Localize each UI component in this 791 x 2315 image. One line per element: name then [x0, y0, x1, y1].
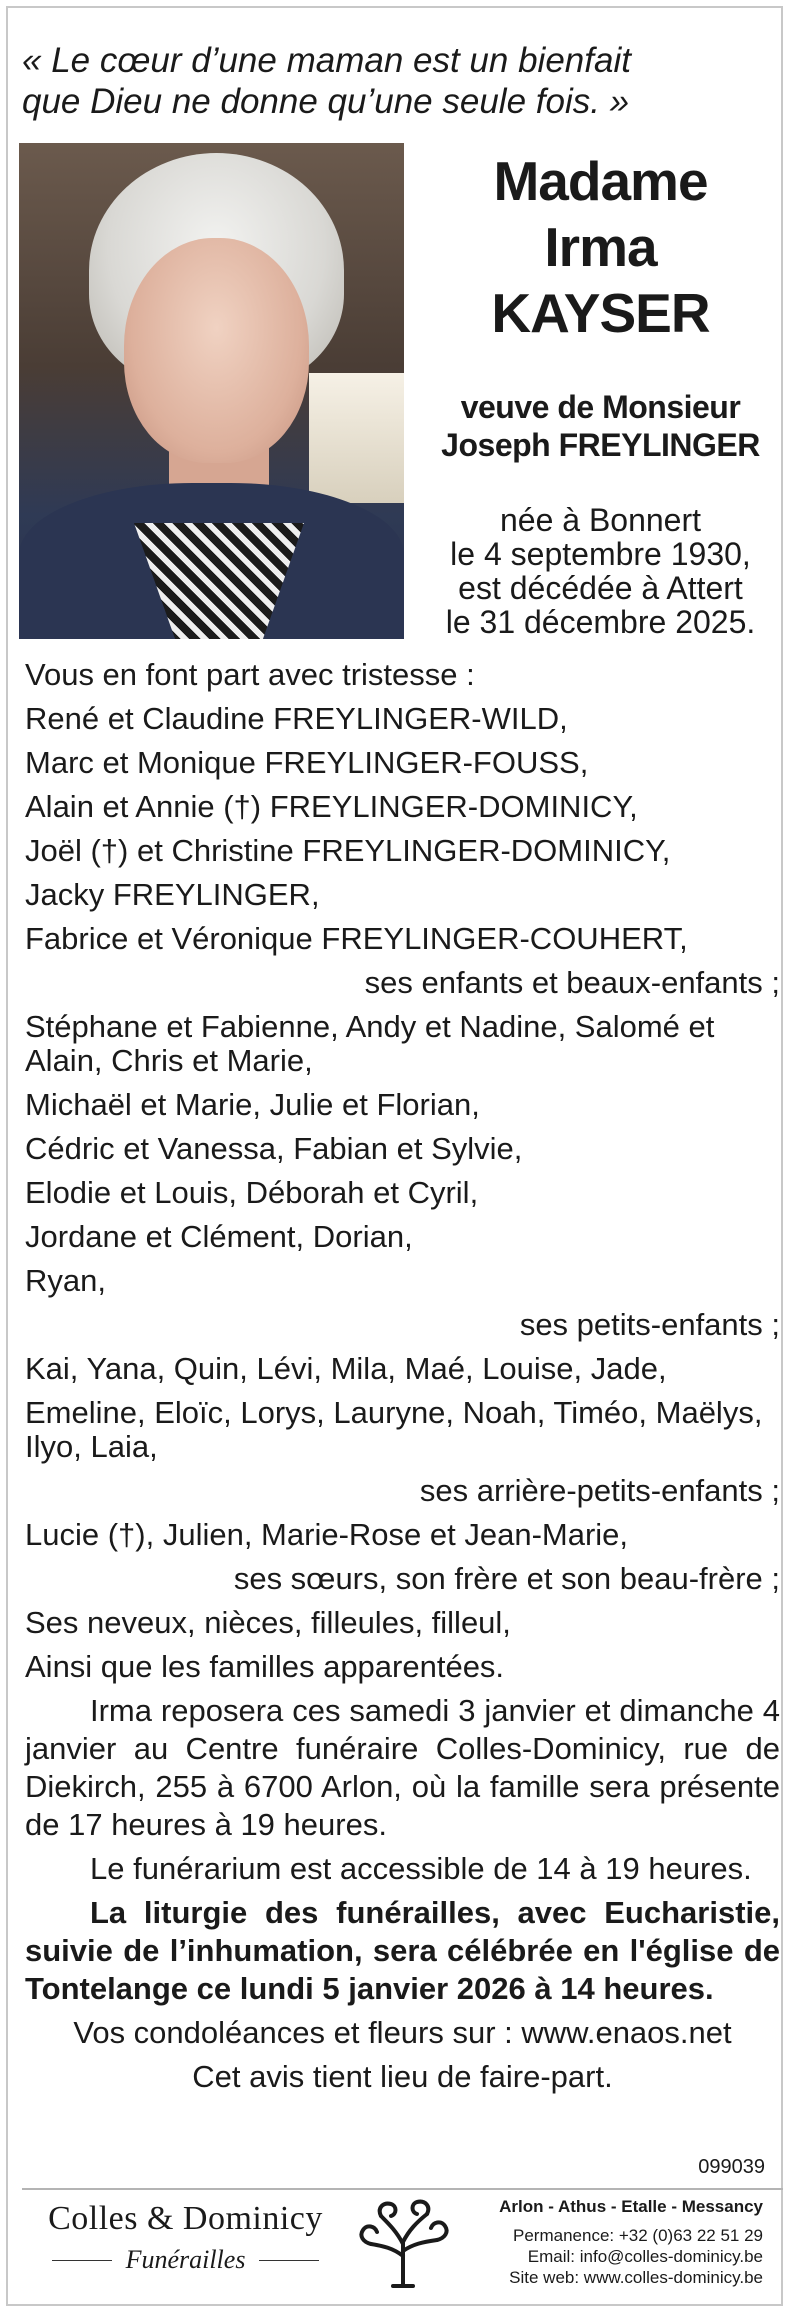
role-line: ses sœurs, son frère et son beau-frère ;	[233, 1561, 780, 1596]
role-line: ses petits-enfants ;	[519, 1307, 780, 1342]
family-line: Jacky FREYLINGER,	[25, 877, 320, 912]
funerarium-hours: Le funérarium est accessible de 14 à 19 heures.	[90, 1851, 752, 1886]
family-line: Stéphane et Fabienne, Andy et Nadine, Salomé et Alain, Chris et Marie,	[25, 1009, 715, 1078]
widow-of	[408, 388, 791, 464]
role-line: ses enfants et beaux-enfants ;	[364, 965, 780, 1000]
brand-name: Colles & Dominicy	[48, 2200, 323, 2237]
family-line: René et Claudine FREYLINGER-WILD,	[25, 701, 568, 736]
deceased-last-name: KAYSER	[491, 282, 710, 344]
family-line: Jordane et Clément, Dorian,	[25, 1219, 413, 1254]
death-date: le 31 décembre 2025.	[445, 604, 756, 640]
reference-number: 099039	[698, 2156, 765, 2178]
family-line: Cédric et Vanessa, Fabian et Sylvie,	[25, 1131, 523, 1166]
quote-line: « Le cœur d’une maman est un bienfait	[22, 41, 631, 80]
birth-place: née à Bonnert	[499, 502, 702, 538]
funeral-home-contact	[443, 2196, 763, 2288]
branch-towns: Arlon - Athus - Etalle - Messancy	[499, 2197, 763, 2216]
family-line: Michaël et Marie, Julie et Florian,	[25, 1087, 480, 1122]
deceased-name	[408, 148, 791, 346]
email-line[interactable]: Email: info@colles-dominicy.be	[527, 2247, 763, 2266]
birth-death-info	[408, 503, 791, 639]
family-line: Ainsi que les familles apparentées.	[25, 1649, 505, 1684]
family-line: Marc et Monique FREYLINGER-FOUSS,	[25, 745, 589, 780]
family-line: Fabrice et Véronique FREYLINGER-COUHERT,	[25, 921, 688, 956]
quote-line: que Dieu ne donne qu’une seule fois. »	[22, 82, 630, 121]
deceased-first-name: Irma	[544, 216, 657, 278]
family-line: Alain et Annie (†) FREYLINGER-DOMINICY,	[25, 789, 638, 824]
epigraph-quote	[22, 40, 662, 122]
death-place: est décédée à Attert	[458, 570, 743, 606]
obituary-notice	[6, 6, 783, 2306]
condolences-line: Vos condoléances et fleurs sur : www.enaos.net	[73, 2015, 732, 2050]
role-line: ses arrière-petits-enfants ;	[419, 1473, 780, 1508]
family-line: Lucie (†), Julien, Marie-Rose et Jean-Marie,	[25, 1517, 629, 1552]
notice-line: Cet avis tient lieu de faire-part.	[192, 2059, 613, 2094]
footer-divider	[22, 2188, 783, 2190]
family-line: Elodie et Louis, Déborah et Cyril,	[25, 1175, 479, 1210]
intro-line: Vous en font part avec tristesse :	[25, 657, 475, 692]
family-line: Joël (†) et Christine FREYLINGER-DOMINICY,	[25, 833, 671, 868]
family-line: Emeline, Eloïc, Lorys, Lauryne, Noah, Timéo, Maëlys, Ilyo, Laia,	[25, 1395, 763, 1464]
portrait-photo	[19, 143, 404, 639]
widow-line: Joseph FREYLINGER	[441, 427, 760, 463]
family-line: Kai, Yana, Quin, Lévi, Mila, Maé, Louise, Jade,	[25, 1351, 667, 1386]
phone-line: Permanence: +32 (0)63 22 51 29	[513, 2226, 763, 2245]
tree-icon	[353, 2196, 453, 2291]
family-line: Ses neveux, nièces, filleules, filleul,	[25, 1605, 511, 1640]
liturgy-paragraph: La liturgie des funérailles, avec Eucharistie, suivie de l’inhumation, sera célébrée en l'église de Tontelange ce lundi 5 janvier 2026 à 14 heures.	[25, 1895, 780, 2006]
widow-line: veuve de Monsieur	[460, 389, 741, 425]
brand-subtitle	[33, 2244, 338, 2276]
website-line[interactable]: Site web: www.colles-dominicy.be	[509, 2268, 763, 2287]
brand-subtitle-text: Funérailles	[125, 2245, 246, 2274]
family-line: Ryan,	[25, 1263, 106, 1298]
announcement-body	[25, 653, 780, 2099]
visitation-paragraph: Irma reposera ces samedi 3 janvier et dimanche 4 janvier au Centre funéraire Colles-Dominicy, rue de Diekirch, 255 à 6700 Arlon, où la famille sera présente de 17 heures à 19 heures.	[25, 1693, 780, 1842]
birth-date: le 4 septembre 1930,	[450, 536, 751, 572]
deceased-title: Madame	[493, 150, 708, 212]
funeral-home-logo	[33, 2198, 338, 2276]
